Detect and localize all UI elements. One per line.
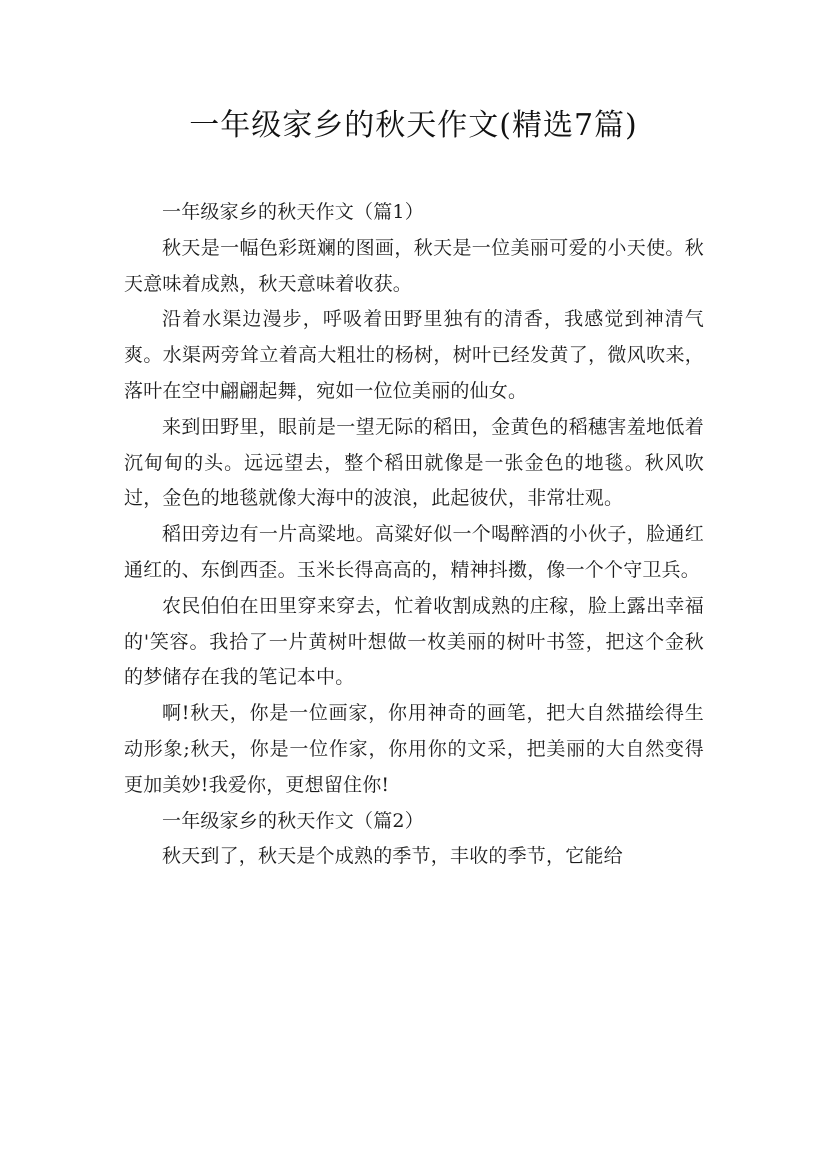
document-title: 一年级家乡的秋天作文(精选7篇) (189, 108, 638, 143)
paragraph: 来到田野里，眼前是一望无际的稻田，金黄色的稻穗害羞地低着沉甸甸的头。远远望去，整个稻田就像是一张金色的地毯。秋风吹过，金色的地毯就像大海中的波浪，此起彼伏，非常壮观。 (124, 415, 704, 510)
section-heading-1: 一年级家乡的秋天作文（篇1） (162, 201, 424, 223)
paragraph: 秋天是一幅色彩斑斓的图画，秋天是一位美丽可爱的小天使。秋天意味着成熟，秋天意味着收获。 (124, 236, 704, 295)
paragraph: 啊!秋天，你是一位画家，你用神奇的画笔，把大自然描绘得生动形象;秋天，你是一位作家，你用你的文采，把美丽的大自然变得更加美妙!我爱你，更想留住你! (124, 702, 704, 796)
paragraph: 稻田旁边有一片高粱地。高粱好似一个喝醉酒的小伙子，脸通红通红的、东倒西歪。玉米长得高高的，精神抖擞，像一个个守卫兵。 (124, 523, 704, 581)
paragraph: 秋天到了，秋天是个成熟的季节，丰收的季节，它能给 (162, 845, 623, 868)
document-body (124, 195, 704, 875)
paragraph: 农民伯伯在田里穿来穿去，忙着收割成熟的庄稼，脸上露出幸福的'笑容。我拾了一片黄树叶想做一枚美丽的树叶书签，把这个金秋的梦储存在我的笔记本中。 (124, 594, 704, 689)
section-heading-2: 一年级家乡的秋天作文（篇2） (162, 809, 424, 832)
paragraph: 沿着水渠边漫步，呼吸着田野里独有的清香，我感觉到神清气爽。水渠两旁耸立着高大粗壮的杨树，树叶已经发黄了，微风吹来，落叶在空中翩翩起舞，宛如一位位美丽的仙女。 (124, 308, 704, 402)
